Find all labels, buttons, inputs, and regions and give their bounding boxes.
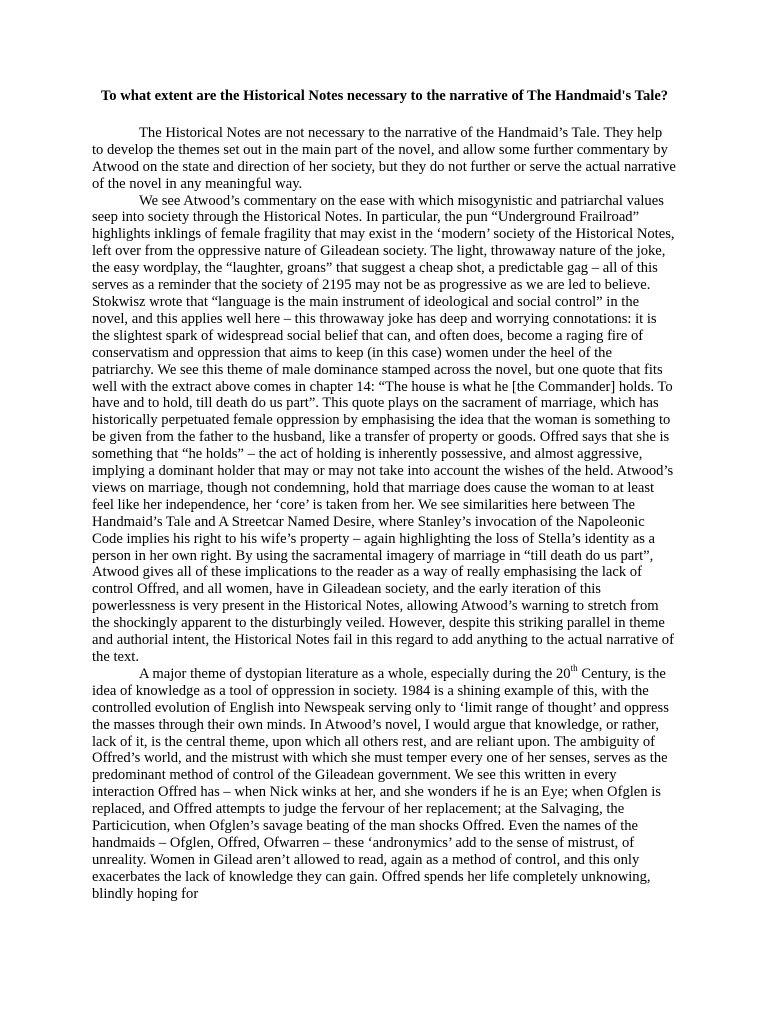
essay-title: To what extent are the Historical Notes necessary to the narrative of The Handmaid's Tale?: [100, 88, 669, 104]
paragraph-1: The Historical Notes are not necessary to the narrative of the Handmaid’s Tale. They help to develop the themes set out in the main part of the novel, and allow some further commentary by Atwood on the state and direction of her society, but they do not further or serve the actual narrative of the novel in any meaningful way.: [92, 124, 676, 192]
essay-page: [92, 88, 677, 903]
paragraph-3-text-after: Century, is the idea of knowledge as a tool of oppression in society. 1984 is a shining example of this, with the controlled evolution of English into Newspeak serving only to ‘limit range of thought’ and oppress the masses through their own minds. In Atwood’s novel, I would argue that knowledge, or rather, lack of it, is the central theme, upon which all others rest, and are reliant upon. The ambiguity of Offred’s world, and the mistrust with which she must temper every one of her senses, serves as the predominant method of control of the Gileadean government. We see this written in every interaction Offred has – when Nick winks at her, and she wonders if he is an Eye; when Ofglen is replaced, and Offred attempts to judge the fervour of her replacement; at the Salvaging, the Particicution, when Ofglen’s savage beating of the man shocks Offred. Even the names of the handmaids – Ofglen, Offred, Ofwarren – these ‘andronymics’ add to the sense of mistrust, of unreality. Women in Gilead aren’t allowed to read, again as a method of control, and this only exacerbates the lack of knowledge they can gain. Offred spends her life completely unknowing, blindly hoping for: [92, 665, 669, 902]
paragraph-2: We see Atwood’s commentary on the ease with which misogynistic and patriarchal values seep into society through the Historical Notes. In particular, the pun “Underground Frailroad” highlights inklings of female fragility that may exist in the ‘modern’ society of the Historical Notes, left over from the oppressive nature of Gileadean society. The light, throwaway nature of the joke, the easy wordplay, the “laughter, groans” that suggest a cheap shot, a predictable gag – all of this serves as a reminder that the society of 2195 may not be as progressive as we are led to believe. Stokwisz wrote that “language is the main instrument of ideological and social control” in the novel, and this applies well here – this throwaway joke has deep and worrying connotations: it is the slightest spark of widespread social belief that can, and often does, become a raging fire of conservatism and oppression that aims to keep (in this case) women under the heel of the patriarchy. We see this theme of male dominance stamped across the novel, but one quote that fits well with the extract above comes in chapter 14: “The house is what he [the Commander] holds. To have and to hold, till death do us part”. This quote plays on the sacrament of marriage, which has historically perpetuated female oppression by emphasising the idea that the woman is something to be given from the father to the husband, like a transfer of property or goods. Offred says that she is something that “he holds” – the act of holding is inherently possessive, and almost aggressive, implying a dominant holder that may or may not take into account the wishes of the held. Atwood’s views on marriage, though not condemning, hold that marriage does cause the woman to at least feel like her independence, her ‘core’ is taken from her. We see similarities here between The Handmaid’s Tale and A Streetcar Named Desire, where Stanley’s invocation of the Napoleonic Code implies his right to his wife’s property – again highlighting the loss of Stella’s identity as a person in her own right. By using the sacramental imagery of marriage in “till death do us part”, Atwood gives all of these implications to the reader as a way of really emphasising the lack of control Offred, and all women, have in Gileadean society, and the early iteration of this powerlessness is very present in the Historical Notes, allowing Atwood’s warning to stretch from the shockingly apparent to the disturbingly veiled. However, despite this striking parallel in theme and authorial intent, the Historical Notes fail in this regard to add anything to the actual narrative of the text.: [92, 192, 675, 665]
paragraph-3: [92, 663, 677, 903]
paragraph-3-text-before: A major theme of dystopian literature as a whole, especially during the 20: [139, 665, 571, 682]
ordinal-superscript: th: [570, 663, 578, 674]
